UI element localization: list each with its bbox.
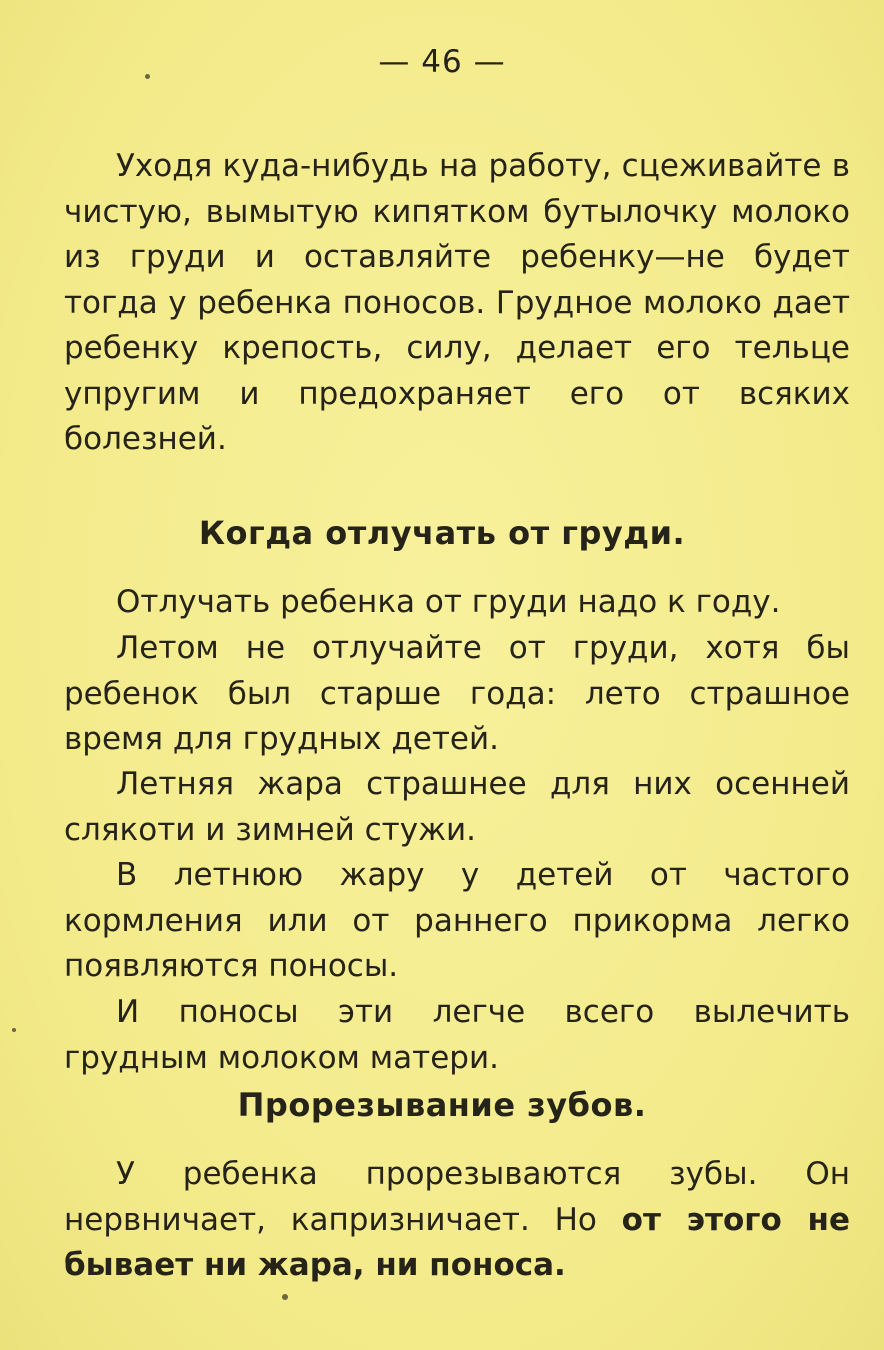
page-number: — 46 —	[378, 44, 506, 80]
weaning-paragraph-5: И поносы эти легче всего вылечить грудным молоком матери.	[64, 994, 850, 1076]
weaning-paragraph-4: В летнюю жару у детей от частого кормления или от раннего прикорма легко появляются поносы.	[64, 857, 850, 984]
teething-paragraph	[64, 1152, 850, 1289]
teething-text-bold: от этого не бывает ни жара, ни поноса.	[64, 1201, 850, 1283]
paper-speck	[145, 74, 150, 79]
teething-text-start: У ребенка прорезываются зубы. Он нервничает, капризничает. Но	[64, 1156, 850, 1238]
weaning-paragraph-1: Отлучать ребенка от груди надо к году.	[116, 584, 781, 620]
weaning-paragraph-2: Летом не отлучайте от груди, хотя бы ребенок был старше года: лето страшное время для грудных детей.	[64, 630, 850, 757]
paper-speck	[282, 1294, 288, 1300]
section-heading-teething: Прорезывание зубов.	[237, 1086, 647, 1124]
paper-speck	[12, 1028, 16, 1032]
section-heading-weaning: Когда отлучать от груди.	[198, 514, 686, 552]
weaning-paragraph-3: Летняя жара страшнее для них осенней слякоти и зимней стужи.	[64, 766, 850, 848]
intro-paragraph: Уходя куда-нибудь на работу, сцеживайте в чистую, вымытую кипятком бутылочку молоко из груди и оставляйте ребенку—не будет тогда у ребенка поносов. Грудное молоко дает ребенку крепость, силу, делает его тельце упругим и предохраняет его от всяких болезней.	[64, 148, 850, 457]
